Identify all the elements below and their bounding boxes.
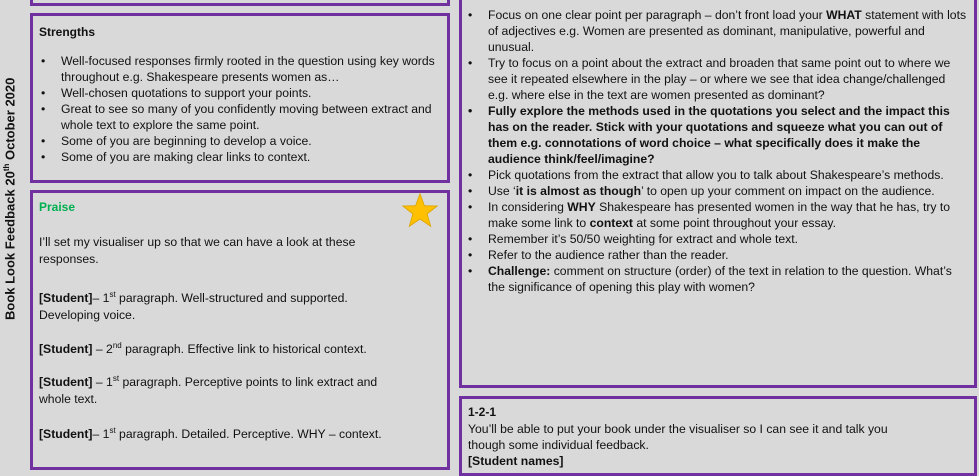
praise-intro: I’ll set my visualiser up so that we can have a look at these responses. bbox=[39, 235, 356, 266]
page-side-title: Book Look Feedback 20th October 2020 bbox=[2, 77, 18, 320]
praise-panel bbox=[30, 190, 450, 470]
strengths-heading: Strengths bbox=[39, 25, 96, 39]
strength-item: • Great to see so many of you confidently moving between extract and whole text to explore the same point. bbox=[35, 101, 441, 133]
targets-panel bbox=[459, 0, 977, 388]
star-icon bbox=[401, 192, 439, 230]
one-to-one-heading: 1-2-1 bbox=[468, 405, 497, 419]
strength-item: • Some of you are beginning to develop a voice. bbox=[35, 133, 441, 149]
targets-list bbox=[462, 7, 968, 295]
target-item: • Use ‘it is almost as though’ to open up your comment on impact on the audience. bbox=[462, 183, 968, 199]
target-item: • Challenge: comment on structure (order) of the text in relation to the question. What’s the significance of opening this play with women? bbox=[462, 263, 968, 295]
target-item: • Focus on one clear point per paragraph – don’t front load your WHAT statement with lots of adjectives e.g. Women are presented as dominant, manipulative, powerful and unusual. bbox=[462, 7, 968, 55]
student-names: [Student names] bbox=[468, 454, 564, 468]
target-item: • In considering WHY Shakespeare has presented women in the way that he has, try to make some link to context at some point throughout your essay. bbox=[462, 199, 968, 231]
target-item: • Try to focus on a point about the extract and broaden that same point out to where we see it repeated elsewhere in the play – or where we see that idea change/challenged e.g. where else in the text are women presented as dominant? bbox=[462, 55, 968, 103]
strengths-list bbox=[35, 53, 441, 165]
praise-entry: [Student]– 1st paragraph. Well-structured and supported. Developing voice. bbox=[39, 290, 348, 323]
one-to-one-panel bbox=[459, 396, 977, 476]
strength-item: • Well-focused responses firmly rooted in the question using key words throughout e.g. Shakespeare presents women as… bbox=[35, 53, 441, 85]
praise-entry: [Student] – 2nd paragraph. Effective link to historical context. bbox=[39, 341, 367, 357]
one-to-one-line: though some individual feedback. bbox=[468, 438, 649, 452]
strength-item: • Well-chosen quotations to support your points. bbox=[35, 85, 441, 101]
target-item: • Remember it’s 50/50 weighting for extract and whole text. bbox=[462, 231, 968, 247]
praise-heading: Praise bbox=[39, 200, 76, 214]
top-panel-edge bbox=[30, 0, 450, 6]
one-to-one-line: You’ll be able to put your book under the visualiser so I can see it and talk you bbox=[468, 422, 888, 436]
strengths-panel bbox=[30, 13, 450, 183]
praise-entry: [Student]– 1st paragraph. Detailed. Perceptive. WHY – context. bbox=[39, 426, 382, 442]
target-item: • Pick quotations from the extract that allow you to talk about Shakespeare’s methods. bbox=[462, 167, 968, 183]
target-item: • Fully explore the methods used in the quotations you select and the impact this has on the reader. Stick with your quotations and squeeze what you can out of them e.g. connotations of word choice – what specifically does it make the audience think/feel/imagine? bbox=[462, 103, 968, 167]
target-item: • Refer to the audience rather than the reader. bbox=[462, 247, 968, 263]
strength-item: • Some of you are making clear links to context. bbox=[35, 149, 441, 165]
praise-entry: [Student] – 1st paragraph. Perceptive points to link extract and whole text. bbox=[39, 374, 378, 407]
